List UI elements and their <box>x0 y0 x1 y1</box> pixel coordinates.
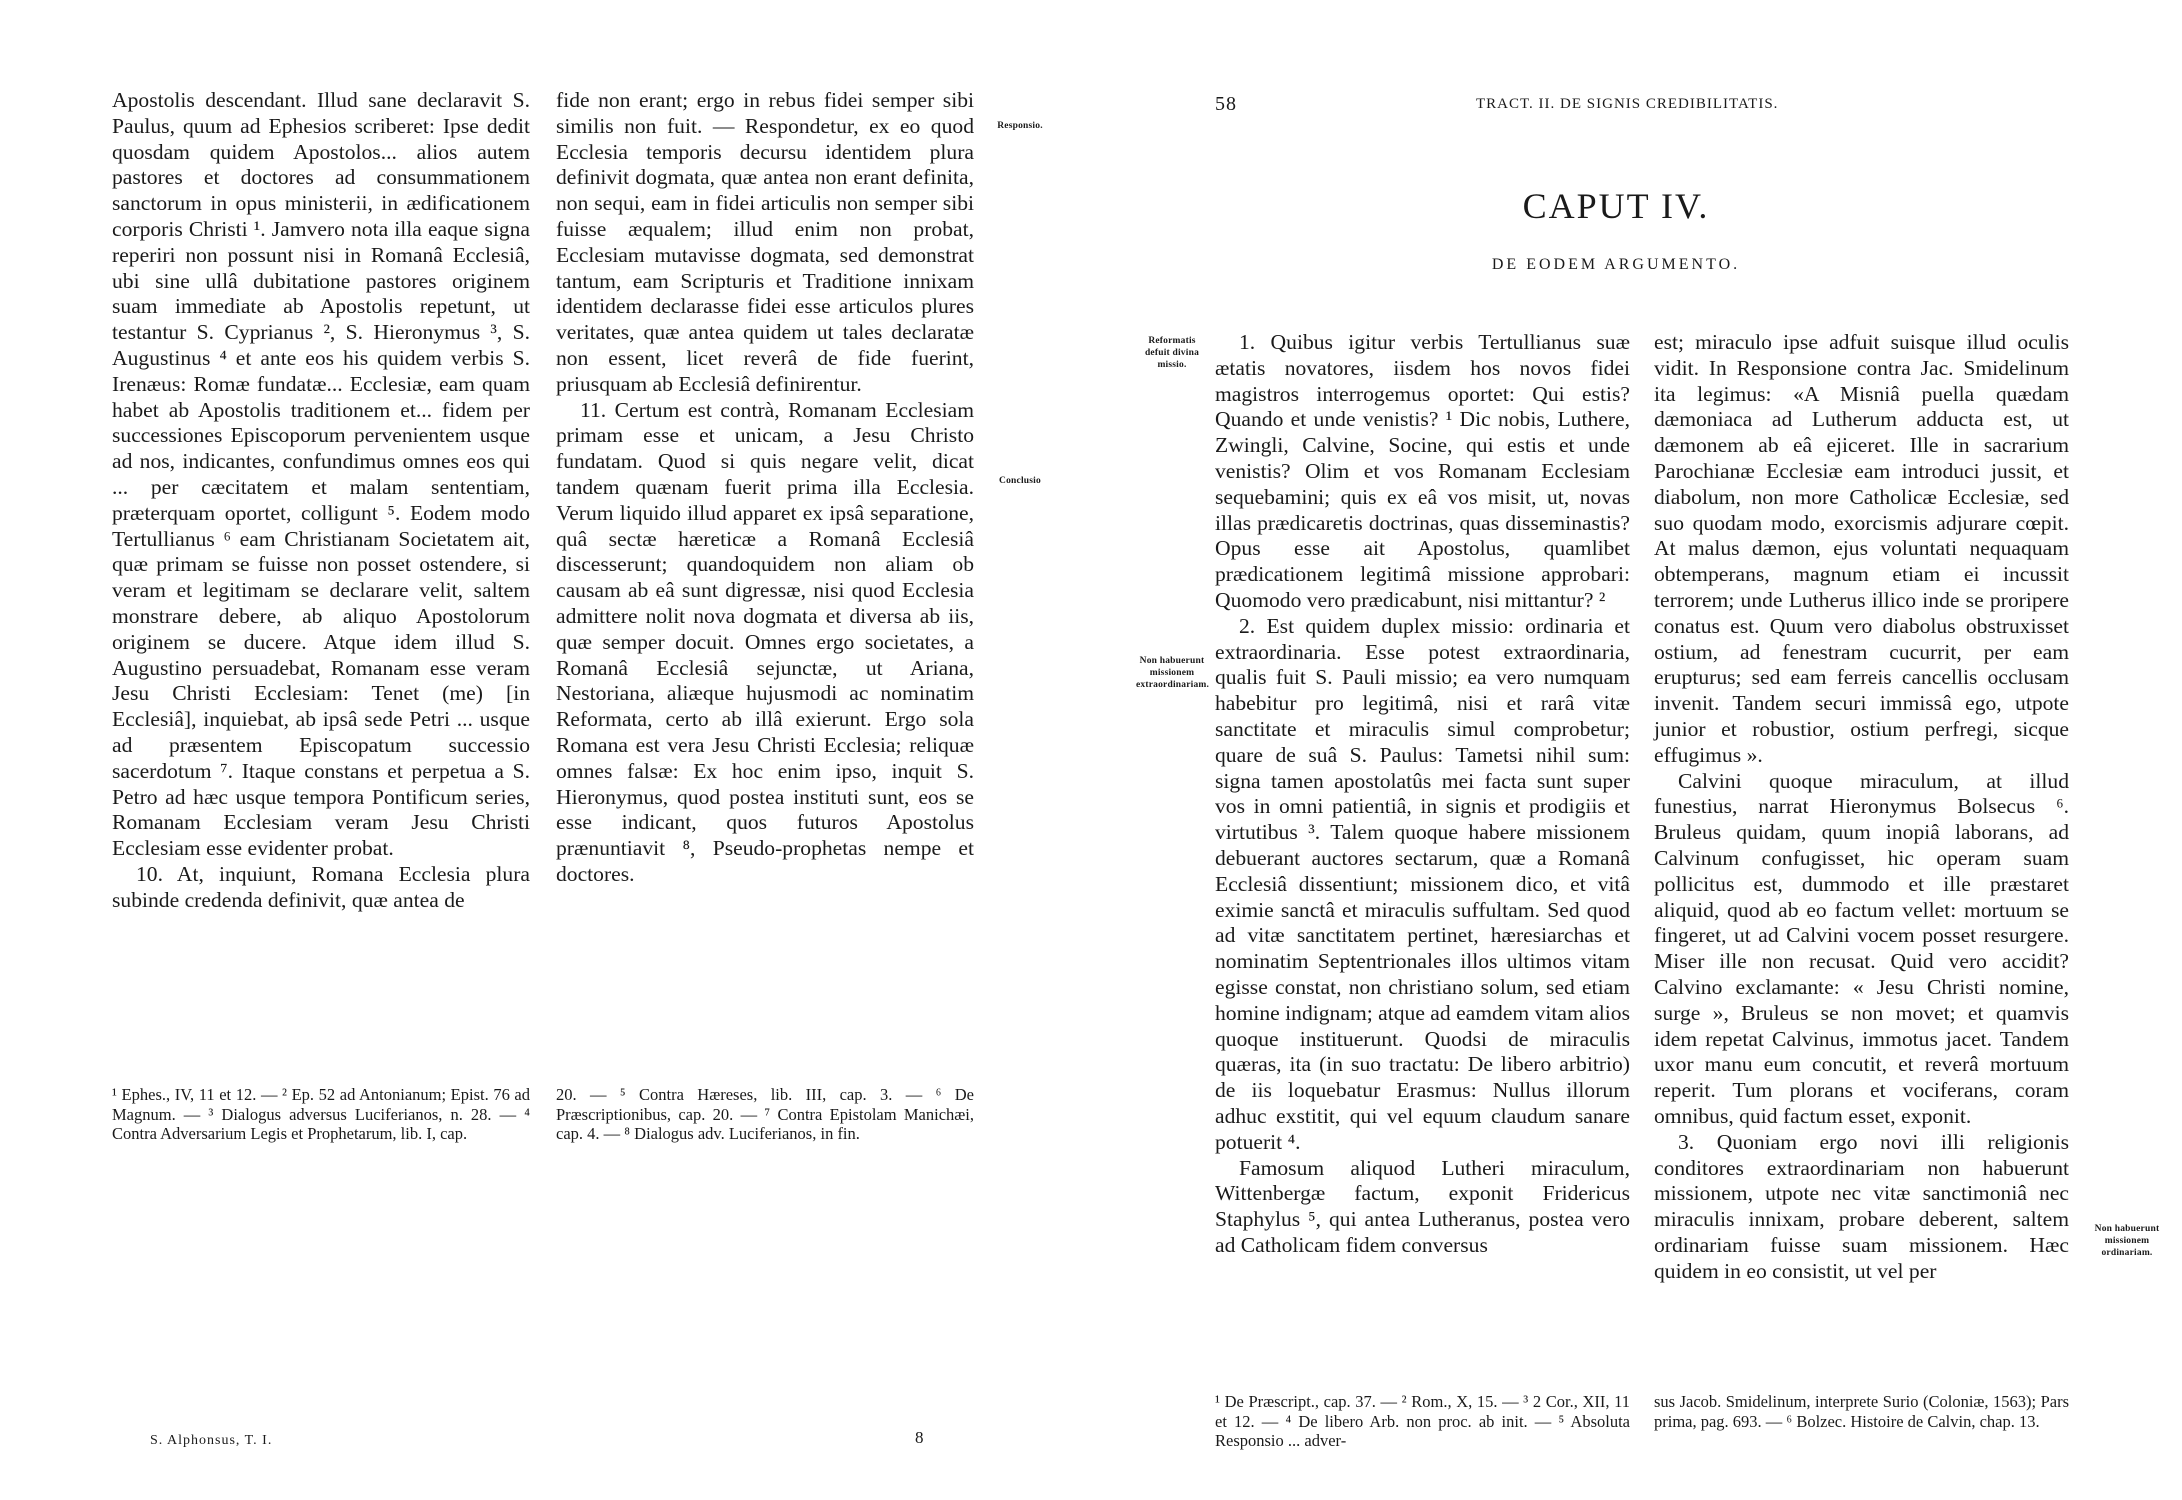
footer-signature: S. Alphonsus, T. I. <box>150 1433 273 1448</box>
chapter-title: CAPUT IV. <box>1522 186 1710 226</box>
left-column-1 <box>112 88 530 914</box>
paragraph: 11. Certum est contrà, Romanam Ecclesiam primam esse et unicam, a Jesu Christo fundatam. Quod si quis negare velit, dicat tandem quænam fuerit prima illa Ecclesia. Verum liquido illud apparet ex ipsâ separatione, quâ sectæ hæreticæ a Romanâ Ecclesiâ discesserunt; quandoquidem non aliam ob causam ab eâ sunt digressæ, nisi quod Ecclesia admittere nolit nova dogmata et diversa ab iis, quæ semper docuit. Omnes ergo societates, a Romanâ Ecclesiâ sejunctæ, ut Ariana, Nestoriana, aliæque hujusmodi ac nominatim Reformata, certo ab illâ exierunt. Ergo sola Romana est vera Jesu Christi Ecclesia; reliquæ omnes falsæ: Ex hoc enim ipso, inquit S. Hieronymus, quod postea instituti sunt, eos se esse indicant, quos futuros Apostolus prænuntiavit ⁸, Pseudo-prophetas nempe et doctores. <box>556 397 974 886</box>
chapter-subtitle: DE EODEM ARGUMENTO. <box>1491 256 1741 273</box>
margin-note: Responsio. <box>997 121 1043 131</box>
footnote: 20. — ⁵ Contra Hæreses, lib. III, cap. 3. — ⁶ De Præscriptionibus, cap. 20. — ⁷ Contra Epistolam Manichæi, cap. 4. — ⁸ Dialogus adv. Luciferianos, in fin. <box>556 1085 974 1143</box>
footnote: ¹ De Præscript., cap. 37. — ² Rom., X, 15. — ³ 2 Cor., XII, 11 et 12. — ⁴ De libero Arb. non proc. ab init. — ⁵ Absoluta Responsio ... adver- <box>1215 1392 1630 1450</box>
paragraph: 3. Quoniam ergo novi illi religionis conditores extraordinariam non habuerunt missionem, utpote nec vitæ sanctimoniâ nec miraculis innixam, probare deberent, saltem ordinariam fuisse suam missionem. Hæc quidem in eo consistit, ut vel per <box>1654 1129 2069 1283</box>
right-column-2 <box>1654 330 2069 1284</box>
paragraph: Apostolis descendant. Illud sane declaravit S. Paulus, quum ad Ephesios scriberet: Ipse dedit quosdam quidem Apostolos... alios autem pastores et doctores ad consummationem sanctorum in opus ministerii, in ædificationem corporis Christi ¹. Jamvero nota illa eaque signa reperiri non possunt nisi in Romanâ Ecclesiâ, ubi sine ullâ dubitatione pastores originem suam immediate ab Apostolis repetunt, ut testantur S. Cyprianus ², S. Hieronymus ³, S. Augustinus ⁴ et ante eos his quidem verbis S. Irenæus: Romæ fundatæ... Ecclesiæ, eam quam habet ab Apostolis traditionem et... fidem per successiones Episcoporum pervenientem usque ad nos, indicantes, confundimus omnes eos qui ... per cæcitatem et malam sententiam, præterquam oportet, colligunt ⁵. Eodem modo Tertullianus ⁶ eam Christianam Societatem ait, quæ primam se fuisse non posset ostendere, si veram et legitimam se declarare velit, saltem monstrare debere, ab aliquo Apostolorum originem se ducere. Atque idem illud S. Augustino persuadebat, Romanam esse veram Jesu Christi Ecclesiam: Tenet (me) [in Ecclesiâ], inquiebat, ab ipsâ sede Petri ... usque ad præsentem Episcopatum successio sacerdotum ⁷. Itaque constans et perpetua a S. Petro ad hæc usque tempora Pontificum series, Romanam Ecclesiam veram Jesu Christi Ecclesiam esse evidenter probat. <box>112 88 530 861</box>
margin-note: Reformatis defuit divina missio. <box>1144 336 1200 370</box>
paragraph: Famosum aliquod Lutheri miraculum, Wittenbergæ factum, exponit Fridericus Staphylus ⁵, qui antea Lutheranus, postea vero ad Catholicam fidem conversus <box>1215 1155 1630 1257</box>
paragraph: 10. At, inquiunt, Romana Ecclesia plura subinde credenda definivit, quæ antea de <box>112 861 530 912</box>
margin-note: Non habuerunt missionem ordinariam. <box>2094 1224 2160 1258</box>
paragraph: Calvini quoque miraculum, at illud funestius, narrat Hieronymus Bolsecus ⁶. Bruleus quidam, quum inopiâ laborans, ad Calvinum confugisset, hic operam suam pollicitus est, dummodo et ille præstaret aliquid, quod ab eo factum vellet: mortuum se fingeret, ut ad Calvini vocem posset resurgere. Miser ille non recusat. Quid vero accidit? Calvino exclamante: « Jesu Christi nomine, surge », Bruleus se non movet; et quamvis idem repetat Calvinus, immotus jacet. Tandem uxor manu eum concutit, et reverâ mortuum reperit. Tum plorans et vociferans, coram omnibus, quid factum esset, exponit. <box>1654 768 2069 1128</box>
page-number: 58 <box>1215 93 1237 115</box>
footnote: ¹ Ephes., IV, 11 et 12. — ² Ep. 52 ad Antonianum; Epist. 76 ad Magnum. — ³ Dialogus adversus Luciferianos, n. 28. — ⁴ Contra Adversarium Legis et Prophetarum, lib. I, cap. <box>112 1085 530 1143</box>
paragraph: 1. Quibus igitur verbis Tertullianus suæ ætatis novatores, iisdem hos novos fidei magistros interrogemus oportet: Qui estis? Quando et unde venistis? ¹ Dic nobis, Luthere, Zwingli, Calvine, Socine, qui estis et unde venistis? Olim et vos Romanam Ecclesiam sequebamini; quis ex eâ vos misit, ut, novas illas prædicaretis doctrinas, quas disseminastis? Opus esse ait Apostolus, quamlibet prædicationem legitimâ missione approbari: Quomodo vero prædicabunt, nisi mittantur? ² <box>1215 330 1630 612</box>
margin-note: Conclusio <box>999 476 1041 486</box>
footnote: sus Jacob. Smidelinum, interprete Surio (Coloniæ, 1563); Pars prima, pag. 693. — ⁶ Bolzec. Histoire de Calvin, chap. 13. <box>1654 1392 2069 1431</box>
paragraph: 2. Est quidem duplex missio: ordinaria et extraordinaria. Esse potest extraordinaria, qualis fuit S. Pauli missio; ea vero numquam habebitur pro legitimâ, nisi et rarâ vitæ sanctitate et miraculis simul comprobetur; quare de suâ S. Paulus: Tametsi nihil sum: signa tamen apostolatûs mei facta sunt super vos in omni patientiâ, in signis et prodigiis et virtutibus ³. Talem quoque habere missionem debuerant auctores sectarum, quæ a Romanâ Ecclesiâ dissentiunt; missionem dico, et vitâ eximie sanctâ et miraculis suffultam. Sed quod ad vitæ sanctitatem pertinet, hæresiarchas et nominatim Septentrionales illos ultimos vitam egisse constat, non christiano solum, sed etiam homine indignam; atque ad eamdem vitam alios quoque instituerunt. Quodsi de miraculis quæras, ita (in suo tractatu: De libero arbitrio) de iis loquebatur Erasmus: Nullus illorum adhuc exstitit, qui vel equum claudum sanare potuerit ⁴. <box>1215 613 1630 1154</box>
right-page <box>1091 0 2182 1500</box>
left-column-2 <box>556 88 974 888</box>
running-head: TRACT. II. DE SIGNIS CREDIBILITATIS. <box>1476 96 1779 112</box>
right-column-1 <box>1215 330 1630 1259</box>
paragraph: fide non erant; ergo in rebus fidei semper sibi similis non fuit. — Respondetur, ex eo quod Ecclesia temporis decursu identidem plura definivit dogmata, quæ antea non erant definita, non sequi, eam in fidei articulis non semper sibi fuisse æqualem; illud enim non probat, Ecclesiam mutavisse dogmata, sed demonstrat tantum, eam Scripturis et Traditione innixam identidem declarasse fidei esse articulos plures veritates, quæ antea quidem ut tales declaratæ non essent, licet reverâ de fide fuerint, priusquam ab Ecclesiâ definirentur. <box>556 88 974 396</box>
margin-note: Non habuerunt missionem extraordinariam. <box>1136 656 1210 690</box>
footer-page-number: 8 <box>915 1428 925 1447</box>
paragraph: est; miraculo ipse adfuit suisque illud oculis vidit. In Responsione contra Jac. Smidelinum ita legimus: «A Misniâ puella quædam dæmoniaca ad Lutherum adducta est, ut dæmonem ab eâ ejiceret. Ille in sacrarium Parochianæ Ecclesiæ eam introduci jussit, et diabolum, non more Catholicæ Ecclesiæ, sed suo quodam modo, exorcismis adjurare cœpit. At malus dæmon, ejus voluntati nequaquam obtemperans, magnum etiam ei incussit terrorem; unde Lutherus illico inde se proripere conatus est. Quum vero diabolus obstruxisset ostium, ad fenestram cucurrit, per eam erupturus; sed eam ferreis cancellis occlusam invenit. Tandem securi immissâ ego, utpote junior et robustior, ostium perfregi, sicque effugimus ». <box>1654 330 2069 767</box>
